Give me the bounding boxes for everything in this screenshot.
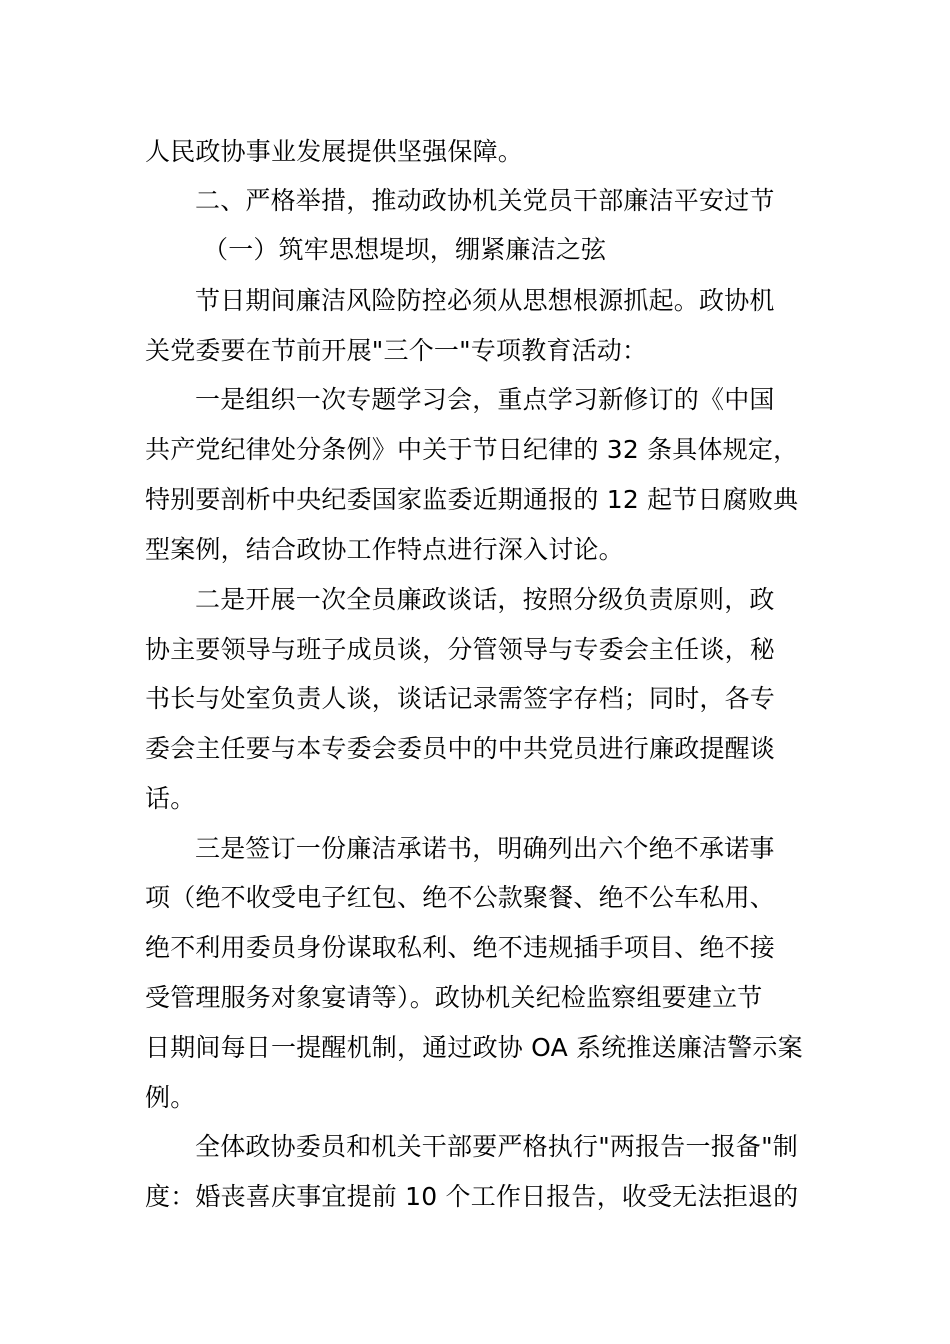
subsection-heading: （一）筑牢思想堤坝，绷紧廉洁之弦: [203, 235, 607, 264]
body-text-line: 协主要领导与班子成员谈，分管领导与专委会主任谈，秘: [145, 635, 776, 664]
body-text-line: 人民政协事业发展提供坚强保障。: [145, 137, 524, 166]
body-text-line: 日期间每日一提醒机制，通过政协 OA 系统推送廉洁警示案: [145, 1033, 803, 1062]
body-text-line: 特别要剖析中央纪委国家监委近期通报的 12 起节日腐败典: [145, 485, 799, 514]
body-text-line: 全体政协委员和机关干部要严格执行"两报告一报备"制: [195, 1132, 799, 1161]
body-text-line: 绝不利用委员身份谋取私利、绝不违规插手项目、绝不接: [145, 933, 776, 962]
section-heading: 二、严格举措，推动政协机关党员干部廉洁平安过节: [195, 186, 775, 215]
body-text-line: 度：婚丧喜庆事宜提前 10 个工作日报告，收受无法拒退的: [145, 1182, 799, 1211]
body-text-line: 委会主任要与本专委会委员中的中共党员进行廉政提醒谈: [145, 734, 776, 763]
body-text-line: 受管理服务对象宴请等）。政协机关纪检监察组要建立节: [145, 983, 763, 1012]
body-text-line: 例。: [145, 1083, 196, 1112]
body-text-line: 话。: [145, 784, 196, 813]
body-text-line: 关党委要在节前开展"三个一"专项教育活动：: [145, 336, 648, 365]
body-text-line: 型案例，结合政协工作特点进行深入讨论。: [145, 535, 624, 564]
body-text-line: 二是开展一次全员廉政谈话，按照分级负责原则，政: [195, 585, 775, 614]
body-text-line: 项（绝不收受电子红包、绝不公款聚餐、绝不公车私用、: [145, 883, 776, 912]
body-text-line: 节日期间廉洁风险防控必须从思想根源抓起。政协机: [195, 286, 775, 315]
body-text-line: 书长与处室负责人谈，谈话记录需签字存档；同时，各专: [145, 684, 776, 713]
body-text-line: 一是组织一次专题学习会，重点学习新修订的《中国: [195, 385, 775, 414]
body-text-line: 共产党纪律处分条例》中关于节日纪律的 32 条具体规定，: [145, 435, 799, 464]
body-text-line: 三是签订一份廉洁承诺书，明确列出六个绝不承诺事: [195, 834, 775, 863]
